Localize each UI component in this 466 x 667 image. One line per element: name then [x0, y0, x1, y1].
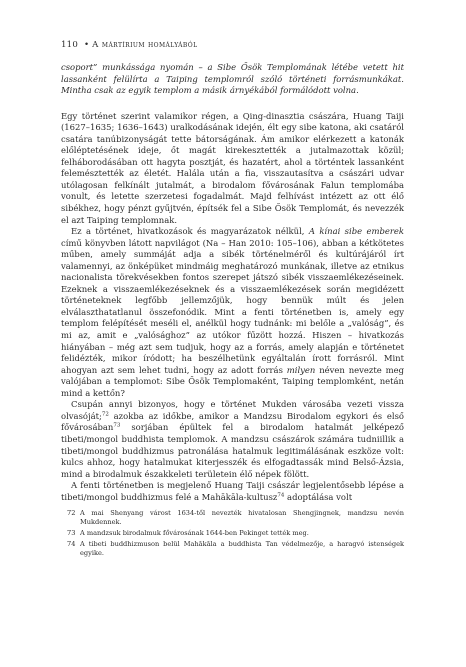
- footnote-number: 72: [67, 509, 76, 518]
- footnote-text: A mai Shenyang várost 1634-től nevezték hivatalosan Shengjingnek, mandzsu nevén Mukdennek.: [80, 509, 404, 527]
- intro-italic-paragraph: csoport” munkássága nyomán – a Sibe Ősök Templomának létébe vetett hit lassanként felülírta a Taiping templomról szóló történeti forrásmunkákat. Mintha csak az egyik templom a másik árnyékából formálódott volna.: [61, 62, 404, 96]
- footnote-ref-74[interactable]: 74: [277, 492, 285, 499]
- footnote-ref-73[interactable]: 73: [113, 423, 121, 430]
- text-run: néven nevezte meg valójában a templomot: Sibe Ősök Templomaként, Taiping templomként, netán mind a kettőn?: [61, 364, 404, 398]
- text-run: Csupán annyi bizonyos, hogy e történet Mukden városába vezeti vissza olvasóját;: [61, 399, 404, 421]
- text-run: azokba az időkbe, amikor a Mandzsu Birodalom egykori és első fővárosában: [61, 410, 404, 433]
- body-paragraph-2: [61, 226, 404, 399]
- footnote-ref-72[interactable]: 72: [101, 411, 109, 418]
- book-page: [61, 40, 404, 560]
- header-bullet: •: [83, 40, 90, 50]
- body-paragraph-3: [61, 399, 404, 480]
- running-title: A mártírium homályából: [92, 40, 198, 50]
- text-run: adoptálása volt: [284, 491, 353, 502]
- text-run: sorjában épültek fel a birodalom hatalmát jelképező tibeti/mongol buddhista templomok. A mandzsu császárok számára tudniillik a tibeti/mongol buddhizmus patronálása hatalmuk legitimálásának eszköze volt: kulcs ahhoz, hogy hatalmukat kiterjesszék és elfogadtassák mind Belső-Ázsia, mind a birodalmuk északkeleti területein élő népek fölött.: [61, 422, 404, 479]
- running-header: [61, 40, 404, 50]
- page-number: 110: [61, 40, 79, 50]
- text-run: Ez a történet, hivatkozások és magyarázatok nélkül,: [71, 226, 309, 237]
- text-run: A fenti történetben is megjelenő Huang Taiji császár legjelentősebb lépése a tibeti/mongol buddhizmus felé a Mahākāla-kultusz: [61, 480, 404, 502]
- footnote-74: [61, 540, 404, 558]
- text-run: című könyvben látott napvilágot (Na – Han 2010: 105–106), abban a kétkötetes műben, amely summáját adja a sibék történelméről és kultúrájáról írt valamennyi, az önképüket mindmáig meghatározó munkának, illetve az etnikus nacionalista törekvésekben fontos szerepet játszó sibék visszaemlékezéseinek. Ezeknek a visszaemlékezéseknek és a visszaemlékezések során megidézett történeteknek legfőbb jellemzőjük, hogy bennük múlt és jelen elválaszthatatlanul összefonódik. Mint a fenti történetben is, amely egy templom felépítését meséli el, anélkül hogy tudnánk: mi belőle a „valóság”, és mi az, amit e „valósághoz” az utókor fűzött hozzá. Hiszen – hivatkozás hiányában – még azt sem tudjuk, hogy az a forrás, amely alapján e történetet felidézték, mikor íródott; ha beszélhetünk egyáltalán írott forrásról. Mint ahogyan azt sem lehet tudni, hogy az adott forrás: [61, 237, 404, 375]
- footnote-73: [61, 529, 404, 538]
- footnote-text: A mandzsuk birodalmuk fővárosának 1644-ben Pekinget tették meg.: [80, 529, 309, 538]
- emphasis-italic: milyen: [286, 364, 316, 375]
- footnote-text: A tibeti buddhizmuson belül Mahākāla a buddhista Tan védelmezője, a haragvó istenségek egyike.: [80, 540, 404, 558]
- footnote-72: [61, 509, 404, 527]
- body-paragraph-1: Egy történet szerint valamikor régen, a Qing-dinasztia császára, Huang Taiji (1627–1635; 1636–1643) uralkodásának idején, élt egy sibe katona, aki csatáról csatára tanúbizonyságát tette bátorságának. Ám amikor elérkezett a katonák előléptetésének ideje, őt magát kirekesztették a jutalmazottak közül; felháborodásában ott hagyta posztját, és hazatért, ahol a történtek lassanként felemésztették az életét. Halála után a fia, visszautasítva a császári udvar utólagosan felkínált jutalmát, a birodalom fővárosának Falun templomába vonult, és letette szerzetesi fogadalmát. Majd felhívást intézett az ott élő sibékhez, hogy pénzt gyűjtvén, építsék fel a Sibe Ősök Templomát, és nevezzék el azt Taiping templomnak.: [61, 110, 404, 225]
- book-title-italic: A kínai sibe emberek: [308, 226, 404, 237]
- footnote-number: 74: [67, 540, 76, 549]
- footnote-number: 73: [67, 529, 76, 538]
- footnotes: [61, 509, 404, 558]
- body-paragraph-4: [61, 480, 404, 503]
